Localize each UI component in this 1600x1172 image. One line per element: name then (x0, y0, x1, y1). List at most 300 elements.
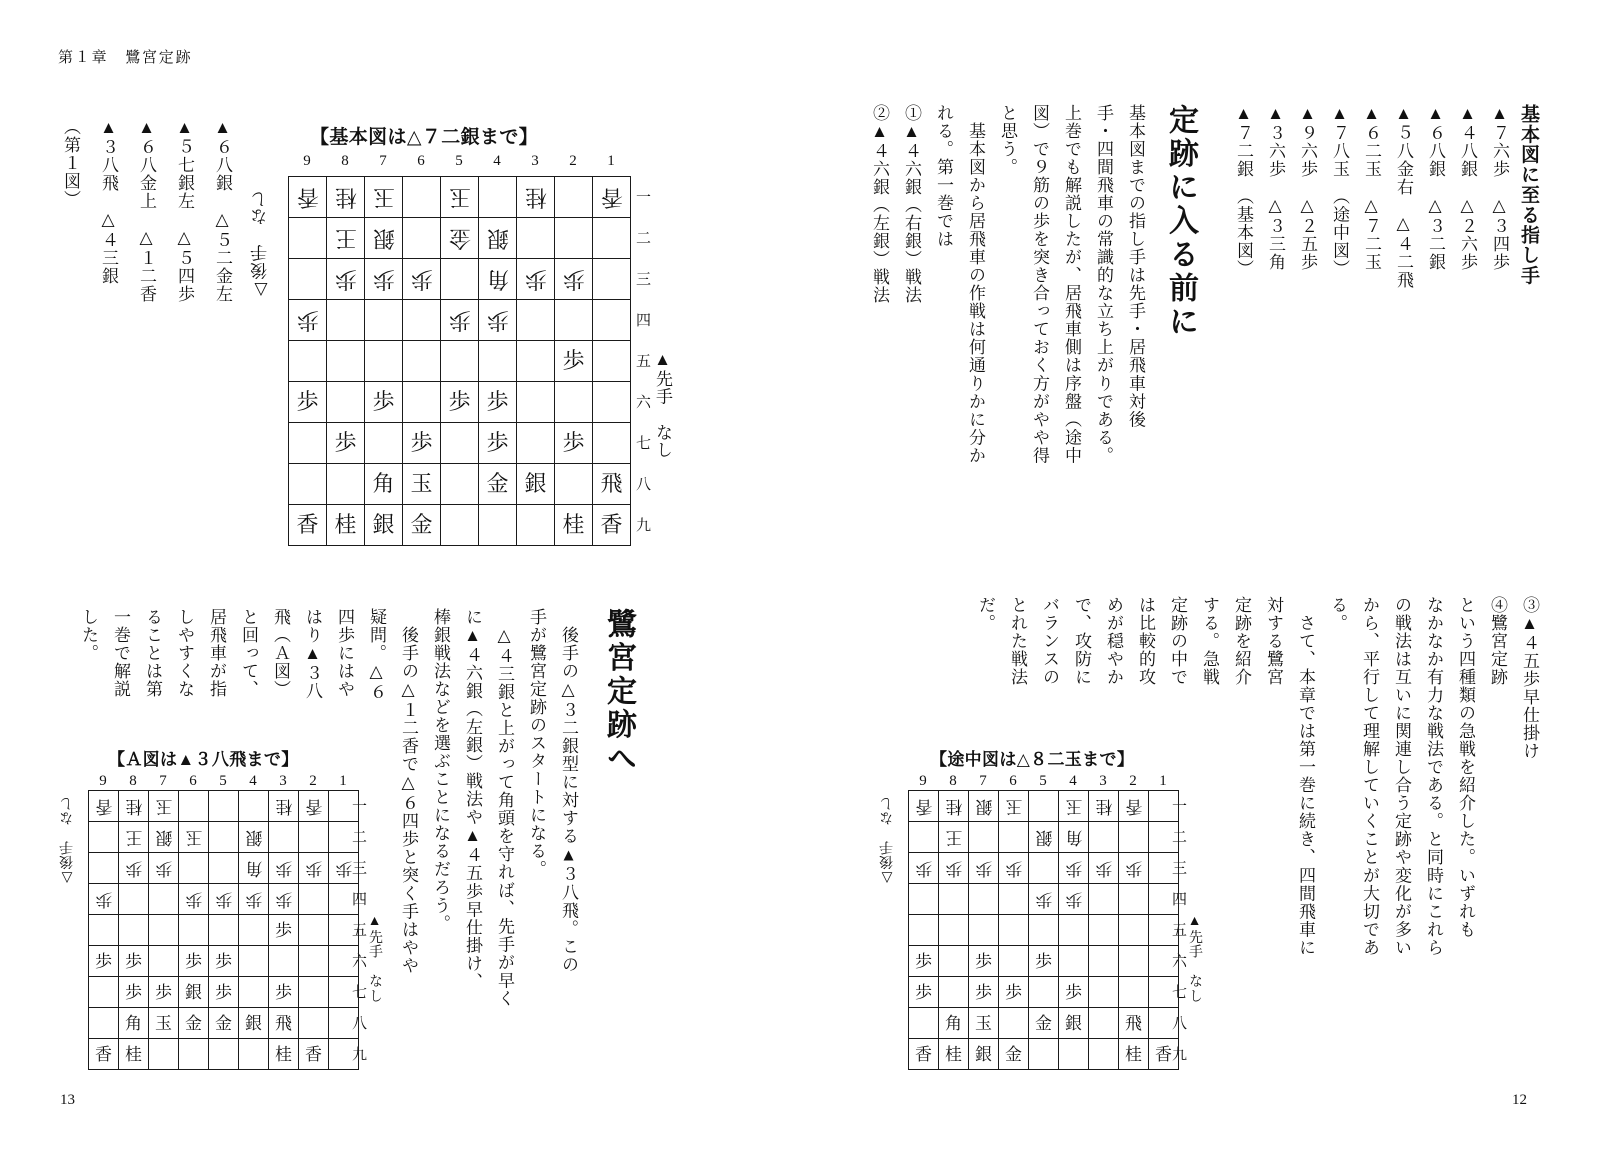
board-square[interactable] (1119, 915, 1149, 946)
board-square[interactable]: 玉 (999, 791, 1029, 822)
board-square[interactable]: 香 (299, 1039, 329, 1070)
board-square[interactable]: 歩 (939, 853, 969, 884)
body-paragraph: 居飛車が指 (207, 608, 226, 699)
board-square[interactable] (289, 259, 327, 300)
board-square[interactable] (89, 853, 119, 884)
board-square[interactable] (441, 423, 479, 464)
board-row (289, 423, 631, 464)
move-line: ▲６八金上 △１二香 (137, 118, 156, 304)
body-paragraph: という四種類の急戦を紹介した。いずれも (1456, 596, 1475, 939)
board-square[interactable]: 歩 (119, 946, 149, 977)
board-square[interactable] (517, 382, 555, 423)
board-square[interactable]: 歩 (909, 946, 939, 977)
board-square[interactable]: 玉 (179, 822, 209, 853)
board-square[interactable]: 歩 (909, 853, 939, 884)
board-square[interactable] (149, 884, 179, 915)
board-square[interactable]: 歩 (179, 946, 209, 977)
list-item: ③▲４五歩早仕掛け (1520, 596, 1539, 761)
board-square[interactable] (1029, 853, 1059, 884)
board-square[interactable] (555, 218, 593, 259)
board-square[interactable]: 歩 (209, 884, 239, 915)
board-square[interactable] (555, 382, 593, 423)
board-square[interactable] (89, 977, 119, 1008)
board-square[interactable] (1149, 946, 1179, 977)
page-number-left: 13 (60, 1092, 75, 1108)
board-square[interactable]: 歩 (1059, 977, 1089, 1008)
board-square[interactable]: 金 (441, 218, 479, 259)
move-line: ▲６八銀 △３二銀 (1426, 104, 1445, 272)
board-square[interactable] (593, 423, 631, 464)
board-square[interactable]: 歩 (269, 884, 299, 915)
board-square[interactable] (555, 177, 593, 218)
move-line: ▲６二玉 △７二玉 (1362, 104, 1381, 272)
board-square[interactable]: 歩 (365, 382, 403, 423)
board-square[interactable] (209, 791, 239, 822)
board-row (89, 946, 359, 977)
board-square[interactable] (329, 884, 359, 915)
board-row (89, 1039, 359, 1070)
board-row (89, 977, 359, 1008)
board-square[interactable] (239, 1039, 269, 1070)
board-square[interactable] (909, 915, 939, 946)
board-square[interactable] (1059, 915, 1089, 946)
rank-labels-a: 一 二 三 四 五 六 七 八 九 (352, 799, 368, 1063)
board-square[interactable] (403, 341, 441, 382)
board-square[interactable]: 香 (89, 791, 119, 822)
rank-labels-basic: 一 二 三 四 五 六 七 八 九 (636, 190, 652, 534)
board-square[interactable] (269, 822, 299, 853)
board-square[interactable]: 金 (999, 1039, 1029, 1070)
board-square[interactable] (1119, 822, 1149, 853)
board-square[interactable]: 桂 (939, 1039, 969, 1070)
board-square[interactable] (329, 915, 359, 946)
board-square[interactable]: 歩 (1119, 853, 1149, 884)
board-square[interactable]: 歩 (327, 423, 365, 464)
body-paragraph: 四歩にはや (335, 608, 354, 699)
board-square[interactable]: 歩 (289, 300, 327, 341)
board-square[interactable] (209, 822, 239, 853)
board-square[interactable]: 歩 (969, 946, 999, 977)
board-square[interactable] (403, 300, 441, 341)
board-square[interactable] (239, 946, 269, 977)
board-square[interactable] (289, 218, 327, 259)
board-square[interactable] (479, 177, 517, 218)
board-square[interactable]: 歩 (403, 423, 441, 464)
board-square[interactable] (289, 423, 327, 464)
board-square[interactable]: 歩 (479, 382, 517, 423)
board-square[interactable] (1089, 915, 1119, 946)
board-square[interactable]: 桂 (1089, 791, 1119, 822)
board-square[interactable]: 飛 (593, 464, 631, 505)
board-square[interactable]: 銀 (365, 505, 403, 546)
board-square[interactable]: 歩 (479, 423, 517, 464)
board-square[interactable] (299, 884, 329, 915)
board-square[interactable]: 歩 (209, 946, 239, 977)
board-square[interactable] (593, 259, 631, 300)
board-square[interactable] (1089, 1039, 1119, 1070)
board-square[interactable] (593, 300, 631, 341)
board-square[interactable]: 歩 (1059, 884, 1089, 915)
board-square[interactable] (441, 464, 479, 505)
board-square[interactable] (517, 505, 555, 546)
board-square[interactable] (909, 884, 939, 915)
board-square[interactable]: 歩 (441, 382, 479, 423)
body-paragraph: ることは第 (143, 608, 162, 699)
move-line: ▲３八飛 △４三銀 (99, 118, 118, 286)
board-square[interactable]: 歩 (1029, 946, 1059, 977)
board-square[interactable] (365, 300, 403, 341)
board-square[interactable]: 歩 (555, 341, 593, 382)
board-square[interactable]: 歩 (1059, 853, 1089, 884)
board-square[interactable]: 玉 (969, 1008, 999, 1039)
board-square[interactable]: 玉 (441, 177, 479, 218)
board-square[interactable] (517, 300, 555, 341)
board-square[interactable] (239, 915, 269, 946)
board-square[interactable]: 金 (479, 464, 517, 505)
board-square[interactable]: 歩 (1089, 853, 1119, 884)
board-square[interactable]: 飛 (269, 1008, 299, 1039)
board-square[interactable] (327, 341, 365, 382)
body-paragraph: 飛（Ａ図） (271, 608, 290, 699)
board-square[interactable]: 桂 (119, 791, 149, 822)
board-square[interactable] (593, 382, 631, 423)
board-square[interactable]: 歩 (969, 853, 999, 884)
board-square[interactable] (1149, 791, 1179, 822)
board-square[interactable]: 玉 (149, 1008, 179, 1039)
move-line: ▲５七銀左 △５四歩 (175, 118, 194, 304)
board-square[interactable]: 歩 (555, 423, 593, 464)
list-item: ②▲４六銀（左銀）戦法 (870, 104, 889, 305)
body-paragraph: 後手の△３二銀型に対する▲３八飛。この (559, 608, 578, 974)
board-square[interactable] (329, 1008, 359, 1039)
board-square[interactable]: 銀 (517, 464, 555, 505)
board-square[interactable]: 香 (1149, 1039, 1179, 1070)
body-paragraph: とれた戦法 (1008, 596, 1027, 687)
board-square[interactable]: 香 (593, 505, 631, 546)
file-labels-a: 9 8 7 6 5 4 3 2 1 (99, 773, 347, 789)
board-square[interactable] (999, 915, 1029, 946)
board-square[interactable] (329, 946, 359, 977)
board-square[interactable] (517, 423, 555, 464)
board-square[interactable] (909, 822, 939, 853)
board-square[interactable]: 歩 (1029, 884, 1059, 915)
board-square[interactable]: 歩 (909, 977, 939, 1008)
board-square[interactable] (403, 382, 441, 423)
board-row (89, 822, 359, 853)
board-square[interactable]: 香 (909, 791, 939, 822)
board-square[interactable] (517, 341, 555, 382)
board-square[interactable]: 歩 (89, 946, 119, 977)
board-square[interactable]: 香 (289, 177, 327, 218)
board-row (89, 884, 359, 915)
board-square[interactable]: 歩 (289, 382, 327, 423)
board-square[interactable]: 歩 (403, 259, 441, 300)
board-square[interactable]: 玉 (149, 791, 179, 822)
board-row (909, 977, 1179, 1008)
board-square[interactable]: 王 (939, 822, 969, 853)
board-square[interactable]: 香 (289, 505, 327, 546)
board-square[interactable]: 王 (327, 218, 365, 259)
board-square[interactable]: 歩 (299, 853, 329, 884)
board-square[interactable]: 桂 (269, 1039, 299, 1070)
board-square[interactable] (1059, 1039, 1089, 1070)
gote-hand-basic: △後手 なし (251, 190, 270, 301)
board-square[interactable]: 角 (939, 1008, 969, 1039)
board-square[interactable]: 飛 (1119, 1008, 1149, 1039)
board-square[interactable]: 玉 (365, 177, 403, 218)
board-square[interactable] (441, 505, 479, 546)
move-line: ▲４八銀 △２六歩 (1458, 104, 1477, 272)
board-square[interactable]: 玉 (1059, 791, 1089, 822)
body-paragraph: △４三銀と上がって角頭を守れば、先手が早く (495, 608, 514, 1008)
board-square[interactable] (593, 218, 631, 259)
board-square[interactable]: 角 (119, 1008, 149, 1039)
board-square[interactable] (403, 177, 441, 218)
board-square[interactable] (1119, 884, 1149, 915)
move-line: ▲７二銀 （基本図） (1234, 104, 1253, 278)
board-row (289, 259, 631, 300)
sente-hand-a: ▲先手 なし (367, 914, 382, 1004)
board-square[interactable]: 桂 (555, 505, 593, 546)
shogi-board-midway (908, 790, 1179, 1070)
board-row (289, 177, 631, 218)
board-square[interactable] (1149, 1008, 1179, 1039)
board-title-basic: 【基本図は△７二銀まで】 (310, 127, 539, 148)
board-square[interactable] (289, 464, 327, 505)
board-square[interactable]: 銀 (239, 1008, 269, 1039)
board-square[interactable] (1089, 822, 1119, 853)
board-square[interactable]: 桂 (327, 505, 365, 546)
board-square[interactable]: 歩 (555, 259, 593, 300)
board-square[interactable] (999, 884, 1029, 915)
board-square[interactable] (1149, 977, 1179, 1008)
body-paragraph: はり▲３八 (303, 608, 322, 701)
board-row (89, 791, 359, 822)
board-square[interactable] (555, 464, 593, 505)
board-square[interactable]: 銀 (969, 1039, 999, 1070)
board-square[interactable] (1089, 1008, 1119, 1039)
board-square[interactable] (149, 946, 179, 977)
board-square[interactable]: 歩 (239, 884, 269, 915)
board-square[interactable] (479, 341, 517, 382)
board-square[interactable]: 歩 (149, 853, 179, 884)
board-square[interactable] (1029, 977, 1059, 1008)
board-square[interactable]: 銀 (149, 822, 179, 853)
board-square[interactable] (939, 884, 969, 915)
move-line: ▲７八玉 （途中図） (1330, 104, 1349, 278)
board-square[interactable]: 歩 (269, 853, 299, 884)
board-square[interactable]: 銀 (239, 822, 269, 853)
board-square[interactable]: 香 (89, 1039, 119, 1070)
body-paragraph: 棒銀戦法などを選ぶことになるだろう。 (431, 608, 450, 933)
shogi-board-basic (288, 176, 631, 546)
board-square[interactable] (999, 1008, 1029, 1039)
board-square[interactable]: 玉 (403, 464, 441, 505)
board-square[interactable] (119, 915, 149, 946)
body-paragraph: だ。 (976, 596, 995, 633)
board-square[interactable] (969, 915, 999, 946)
board-square[interactable]: 桂 (517, 177, 555, 218)
body-paragraph: バランスの (1040, 596, 1059, 687)
board-square[interactable]: 歩 (479, 300, 517, 341)
board-square[interactable]: 歩 (119, 977, 149, 1008)
board-square[interactable] (299, 1008, 329, 1039)
board-square[interactable] (593, 341, 631, 382)
board-square[interactable] (299, 977, 329, 1008)
board-square[interactable]: 王 (119, 822, 149, 853)
board-square[interactable] (299, 822, 329, 853)
board-square[interactable] (119, 884, 149, 915)
board-square[interactable]: 歩 (329, 853, 359, 884)
chapter-header: 第１章 鷺宮定跡 (58, 50, 193, 66)
board-square[interactable] (1059, 946, 1089, 977)
board-square[interactable] (89, 915, 119, 946)
board-square[interactable]: 歩 (119, 853, 149, 884)
section-title-left: 鷺宮定跡へ (602, 608, 635, 776)
board-square[interactable] (239, 791, 269, 822)
board-row (289, 464, 631, 505)
board-square[interactable] (1029, 791, 1059, 822)
board-square[interactable] (1149, 853, 1179, 884)
board-square[interactable] (1149, 915, 1179, 946)
board-square[interactable]: 角 (239, 853, 269, 884)
board-square[interactable] (269, 946, 299, 977)
board-square[interactable] (179, 853, 209, 884)
board-square[interactable]: 歩 (999, 977, 1029, 1008)
board-square[interactable] (365, 423, 403, 464)
board-square[interactable] (1089, 946, 1119, 977)
board-square[interactable] (1149, 822, 1179, 853)
board-square[interactable]: 香 (299, 791, 329, 822)
board-square[interactable] (969, 884, 999, 915)
board-square[interactable]: 歩 (969, 977, 999, 1008)
board-square[interactable] (299, 946, 329, 977)
board-square[interactable] (329, 1039, 359, 1070)
body-paragraph: 疑問。△６ (367, 608, 386, 702)
body-paragraph: する。急戦 (1200, 596, 1219, 687)
body-paragraph: 定跡の中で (1168, 596, 1187, 687)
board-square[interactable]: 歩 (89, 884, 119, 915)
board-square[interactable] (149, 1039, 179, 1070)
board-row (909, 946, 1179, 977)
move-line: ▲９六歩 △２五歩 (1298, 104, 1317, 272)
board-square[interactable] (327, 464, 365, 505)
body-paragraph: れる。第一巻では (934, 104, 953, 249)
board-square[interactable]: 桂 (119, 1039, 149, 1070)
board-square[interactable] (1119, 977, 1149, 1008)
board-square[interactable] (1089, 977, 1119, 1008)
board-row (909, 853, 1179, 884)
board-square[interactable]: 角 (1059, 822, 1089, 853)
board-square[interactable] (299, 915, 329, 946)
board-square[interactable] (327, 382, 365, 423)
board-square[interactable]: 銀 (365, 218, 403, 259)
board-square[interactable]: 銀 (479, 218, 517, 259)
board-square[interactable]: 歩 (269, 977, 299, 1008)
board-square[interactable] (365, 341, 403, 382)
board-square[interactable] (939, 915, 969, 946)
board-square[interactable] (289, 341, 327, 382)
board-square[interactable]: 桂 (327, 177, 365, 218)
board-square[interactable]: 香 (1119, 791, 1149, 822)
body-paragraph: 基本図までの指し手は先手・居飛車対後 (1126, 104, 1145, 429)
board-square[interactable]: 歩 (327, 259, 365, 300)
board-square[interactable] (517, 218, 555, 259)
board-square[interactable]: 歩 (441, 300, 479, 341)
board-square[interactable]: 金 (179, 1008, 209, 1039)
board-row (289, 505, 631, 546)
board-square[interactable]: 歩 (999, 853, 1029, 884)
board-square[interactable] (479, 505, 517, 546)
board-square[interactable] (209, 915, 239, 946)
board-square[interactable]: 金 (1029, 1008, 1059, 1039)
board-square[interactable]: 金 (403, 505, 441, 546)
board-square[interactable] (149, 915, 179, 946)
board-square[interactable] (939, 977, 969, 1008)
list-item: ④鷺宮定跡 (1488, 596, 1507, 687)
board-square[interactable] (329, 791, 359, 822)
board-square[interactable]: 香 (909, 1039, 939, 1070)
board-square[interactable]: 銀 (179, 977, 209, 1008)
board-square[interactable] (1149, 884, 1179, 915)
board-square[interactable]: 金 (209, 1008, 239, 1039)
board-square[interactable] (555, 300, 593, 341)
board-square[interactable] (969, 822, 999, 853)
board-square[interactable] (999, 946, 1029, 977)
board-square[interactable] (441, 259, 479, 300)
board-square[interactable] (179, 915, 209, 946)
board-square[interactable] (939, 946, 969, 977)
board-square[interactable] (179, 791, 209, 822)
board-square[interactable]: 銀 (1029, 822, 1059, 853)
board-square[interactable] (1119, 946, 1149, 977)
board-square[interactable] (329, 977, 359, 1008)
board-square[interactable]: 歩 (149, 977, 179, 1008)
board-square[interactable]: 歩 (517, 259, 555, 300)
board-square[interactable] (209, 1039, 239, 1070)
board-square[interactable]: 歩 (209, 977, 239, 1008)
board-square[interactable] (1089, 884, 1119, 915)
board-square[interactable]: 銀 (969, 791, 999, 822)
rank-labels-midway: 一 二 三 四 五 六 七 八 九 (1172, 799, 1188, 1063)
board-row (89, 915, 359, 946)
board-square[interactable]: 桂 (1119, 1039, 1149, 1070)
board-row (289, 300, 631, 341)
board-square[interactable] (1029, 915, 1059, 946)
board-square[interactable] (209, 853, 239, 884)
board-square[interactable]: 歩 (269, 915, 299, 946)
board-square[interactable]: 歩 (365, 259, 403, 300)
board-square[interactable] (327, 300, 365, 341)
board-square[interactable]: 角 (365, 464, 403, 505)
board-square[interactable] (441, 341, 479, 382)
board-square[interactable] (999, 822, 1029, 853)
board-square[interactable]: 桂 (269, 791, 299, 822)
board-square[interactable]: 香 (593, 177, 631, 218)
board-square[interactable] (909, 1008, 939, 1039)
board-square[interactable]: 桂 (939, 791, 969, 822)
board-square[interactable] (179, 1039, 209, 1070)
board-square[interactable] (239, 977, 269, 1008)
board-square[interactable]: 歩 (179, 884, 209, 915)
board-square[interactable]: 銀 (1059, 1008, 1089, 1039)
board-square[interactable] (329, 822, 359, 853)
board-square[interactable] (89, 1008, 119, 1039)
board-square[interactable]: 角 (479, 259, 517, 300)
board-square[interactable] (89, 822, 119, 853)
board-square[interactable] (1029, 1039, 1059, 1070)
board-square[interactable] (403, 218, 441, 259)
